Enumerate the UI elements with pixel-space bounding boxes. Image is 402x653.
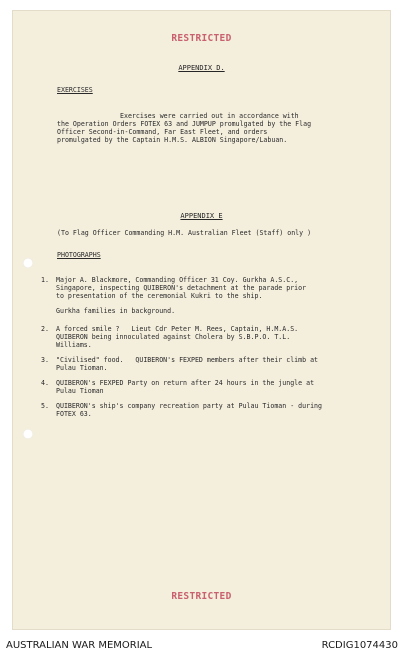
- item-line: to presentation of the ceremonial Kukri to the ship.: [56, 292, 263, 300]
- punch-hole: [23, 429, 33, 439]
- item-number: 2.: [41, 325, 49, 333]
- item-line: "Civilised" food. QUIBERON's FEXPED members after their climb at: [56, 356, 319, 364]
- item-line: QUIBERON's ship's company recreation party at Pulau Tioman - during: [56, 402, 322, 410]
- item-line: Singapore, inspecting QUIBERON's detachment at the parade prior: [56, 284, 307, 292]
- appendix-e-title: APPENDIX E: [180, 212, 223, 220]
- restricted-stamp-bottom: RESTRICTED: [171, 591, 232, 602]
- photographs-heading: PHOTOGRAPHS: [57, 251, 101, 259]
- exercises-line: Exercises were carried out in accordance with: [120, 112, 299, 120]
- restricted-stamp-top: RESTRICTED: [171, 33, 232, 44]
- exercises-line: Officer Second-in-Command, Far East Fleet, and orders: [57, 128, 268, 136]
- item-line: QUIBERON's FEXPED Party on return after 24 hours in the jungle at: [56, 379, 315, 387]
- item-number: 1.: [41, 276, 49, 284]
- archive-credit: AUSTRALIAN WAR MEMORIAL: [6, 640, 153, 651]
- item-number: 5.: [41, 402, 49, 410]
- item-line: Pulau Tioman: [56, 387, 104, 395]
- archive-reference: RCDIG1074430: [321, 640, 398, 651]
- document-page: [12, 10, 391, 630]
- item-line: A forced smile ? Lieut Cdr Peter M. Rees, Captain, H.M.A.S.: [56, 325, 299, 333]
- appendix-e-subtitle: (To Flag Officer Commanding H.M. Australian Fleet (Staff) only ): [57, 229, 312, 237]
- item-line: Pulau Tioman.: [56, 364, 108, 372]
- punch-hole: [23, 258, 33, 268]
- exercises-heading: EXERCISES: [57, 86, 93, 94]
- item-line: FOTEX 63.: [56, 410, 92, 418]
- item-number: 4.: [41, 379, 49, 387]
- item-line: Gurkha families in background.: [56, 307, 176, 315]
- item-line: QUIBERON being innoculated against Cholera by S.B.P.O. T.L.: [56, 333, 291, 341]
- item-number: 3.: [41, 356, 49, 364]
- appendix-d-title: APPENDIX D.: [178, 64, 225, 72]
- item-line: Williams.: [56, 341, 92, 349]
- exercises-line: the Operation Orders FOTEX 63 and JUMPUP promulgated by the Flag: [57, 120, 312, 128]
- item-line: Major A. Blackmore, Commanding Officer 31 Coy. Gurkha A.S.C.,: [56, 276, 299, 284]
- exercises-line: promulgated by the Captain H.M.S. ALBION Singapore/Labuan.: [57, 136, 288, 144]
